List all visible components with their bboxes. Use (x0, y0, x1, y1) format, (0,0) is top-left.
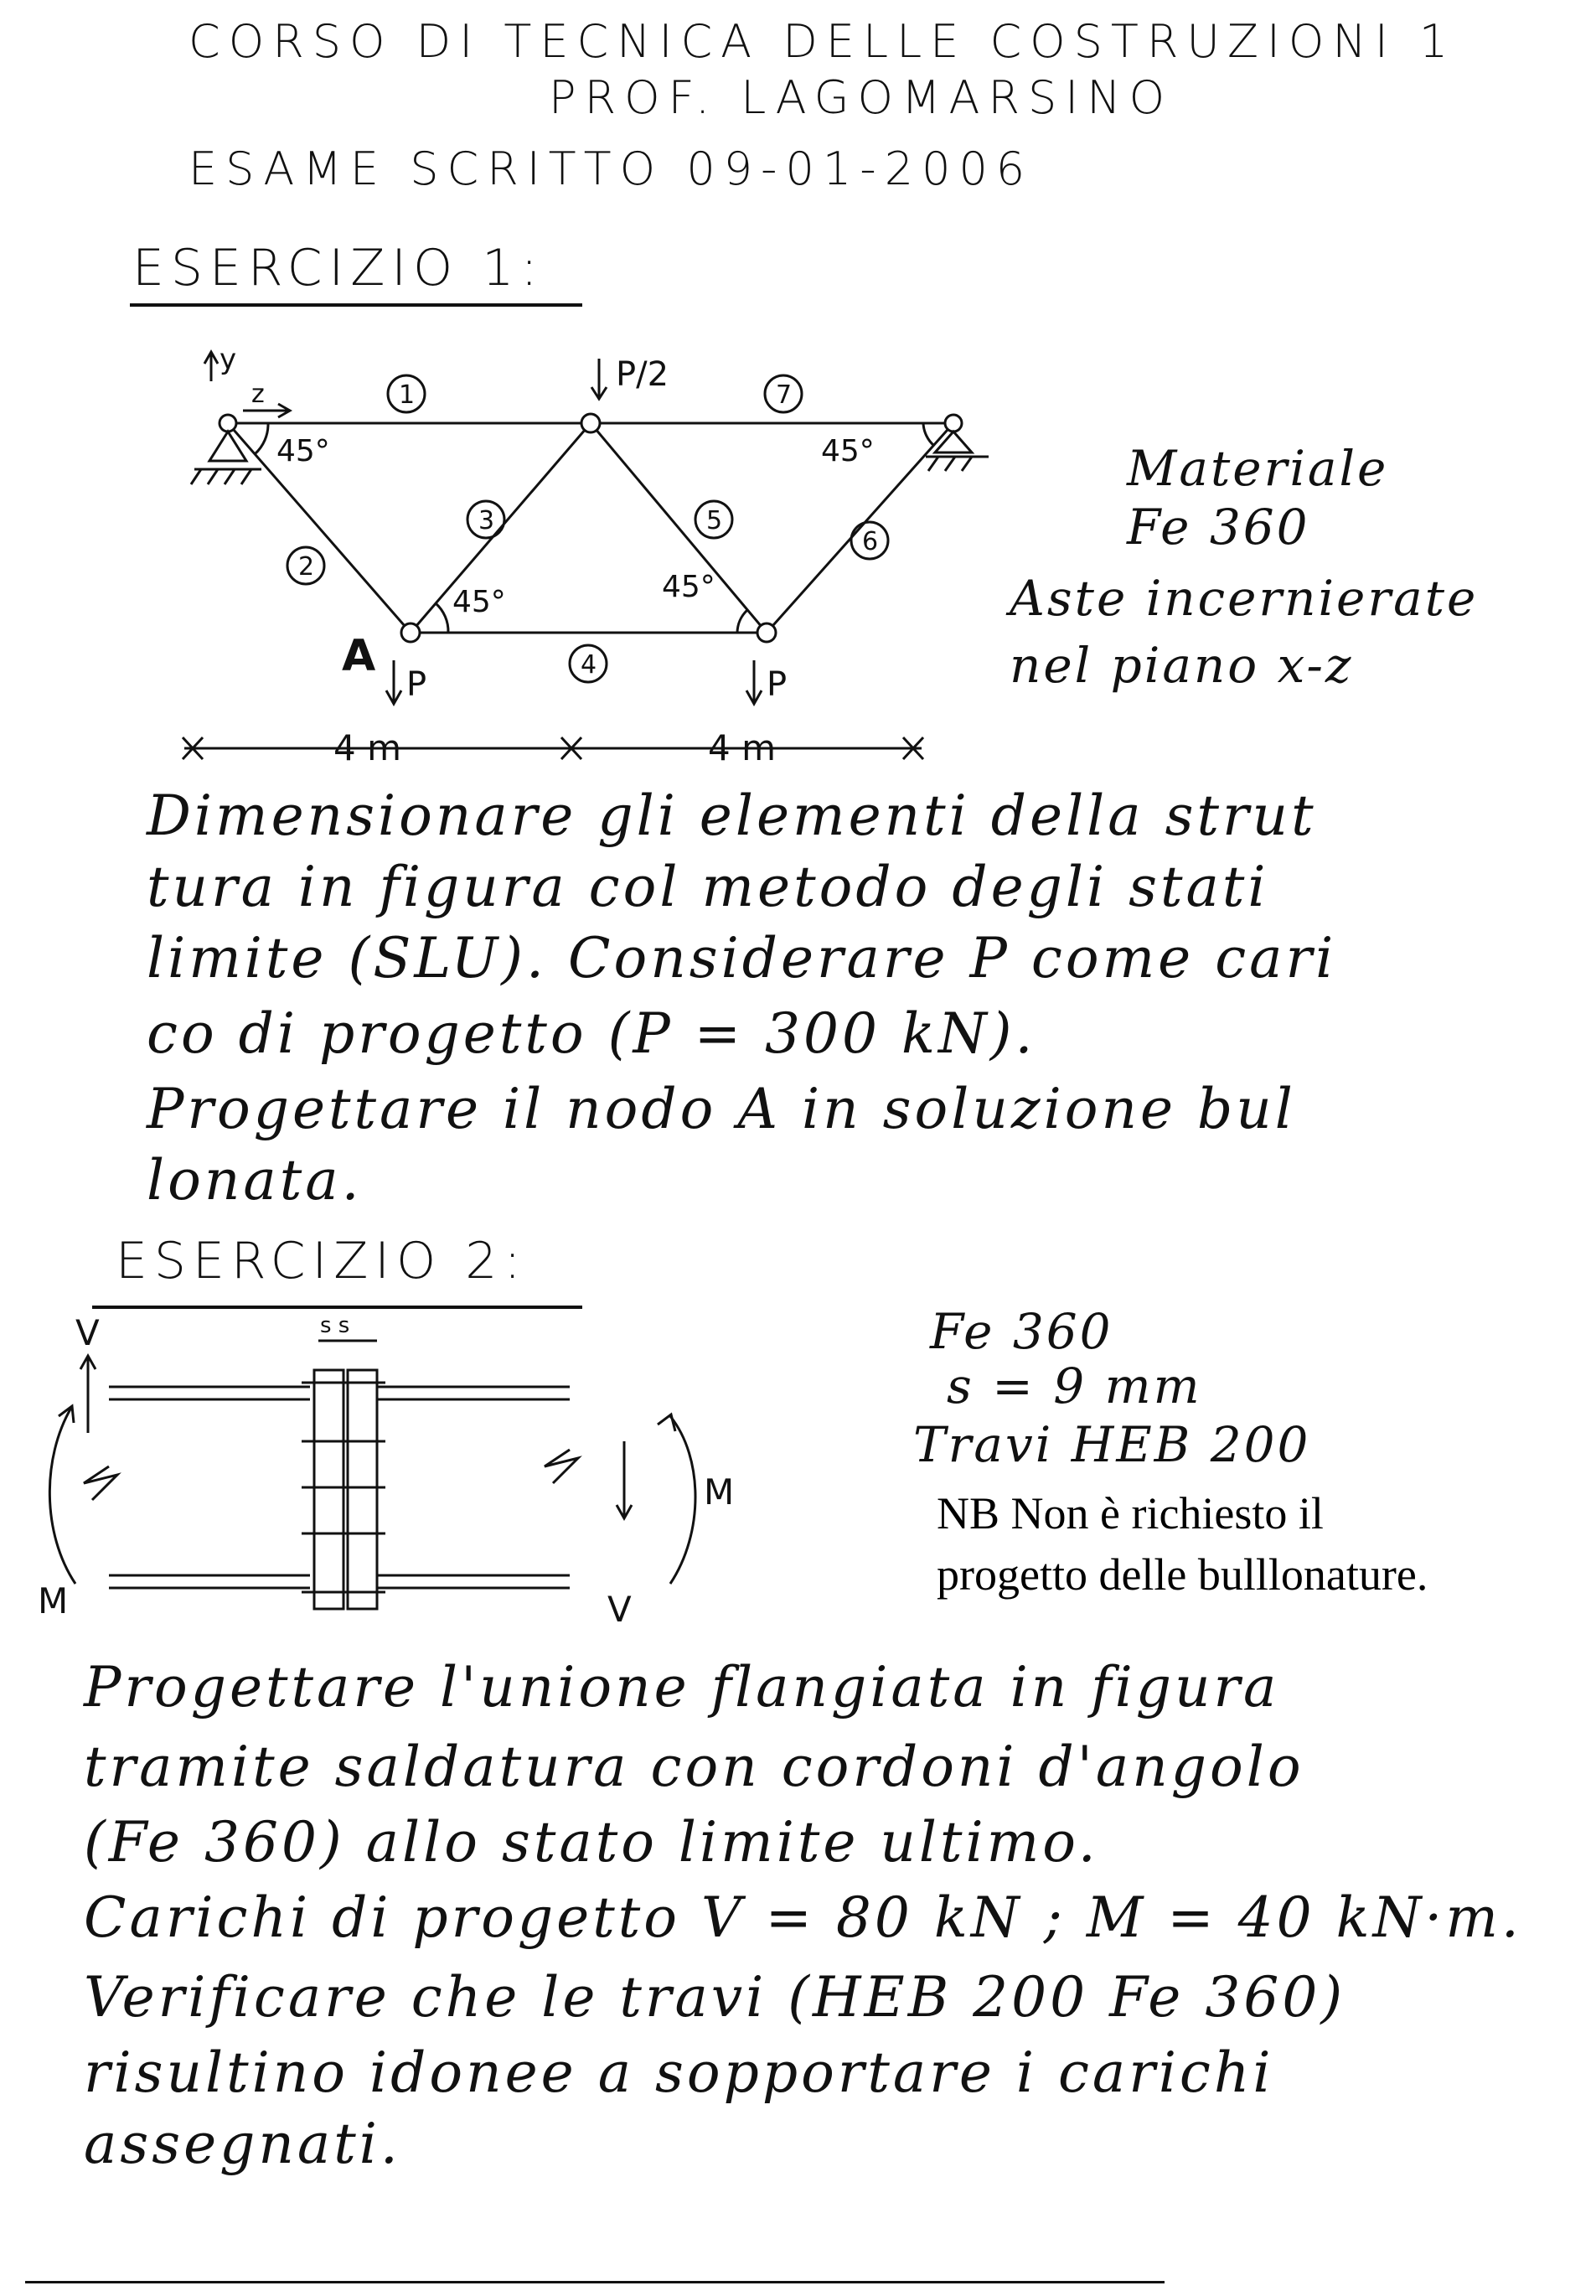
exercise1-text-line-3: limite (SLU). Considerare P come cari (147, 926, 1337, 990)
course-title: CORSO DI TECNICA DELLE COSTRUZIONI 1 (189, 15, 1457, 68)
exercise2-text-line-3: (Fe 360) allo stato limite ultimo. (84, 1810, 1099, 1875)
member-2-label: 2 (298, 552, 315, 582)
spec-line-1: Fe 360 (930, 1303, 1113, 1360)
m-left-label: M (38, 1580, 69, 1621)
load-right-label: P (767, 665, 788, 704)
material-line-2: Fe 360 (1127, 499, 1310, 556)
dimension-left-label: 4 m (333, 727, 401, 768)
exercise2-text-line-6: risultino idonee a sopportare i carichi (84, 2040, 1274, 2105)
exam-date: ESAME SCRITTO 09-01-2006 (189, 142, 1034, 195)
spec-line-2: s = 9 mm (947, 1357, 1202, 1414)
exercise2-heading: ESERCIZIO 2: (116, 1232, 528, 1290)
exercise1-text-line-4: co di progetto (P = 300 kN). (147, 1001, 1036, 1066)
exercise2-text-line-5: Verificare che le travi (HEB 200 Fe 360) (84, 1965, 1346, 2030)
material-line-4: nel piano x-z (1010, 637, 1354, 694)
flange-joint-figure (25, 1307, 779, 1642)
professor-name: PROF. LAGOMARSINO (549, 71, 1174, 124)
member-7-label: 7 (776, 380, 793, 410)
member-1-label: 1 (399, 380, 416, 410)
material-line-1: Materiale (1127, 440, 1389, 497)
exercise1-text-line-5: Progettare il nodo A in soluzione bul (147, 1077, 1296, 1141)
load-left-label: P (406, 665, 427, 704)
exercise2-text-line-1: Progettare l'unione flangiata in figura (84, 1655, 1280, 1719)
member-6-label: 6 (862, 527, 879, 556)
exercise1-heading: ESERCIZIO 1: (132, 239, 545, 297)
note-line-2: progetto delle bulllonature. (937, 1549, 1428, 1600)
s-label: s s (320, 1313, 350, 1338)
exercise1-text-line-6: lonata. (147, 1148, 363, 1213)
angle-label-1: 45° (276, 434, 330, 468)
angle-label-3: 45° (662, 570, 715, 604)
exercise2-text-line-2: tramite saldatura con cordoni d'angolo (84, 1735, 1304, 1799)
v-top-label: V (75, 1312, 100, 1353)
exercise2-text-line-7: assegnati. (84, 2112, 401, 2176)
material-line-3: Aste incernierate (1010, 570, 1479, 627)
exercise1-text-line-1: Dimensionare gli elementi della strut (147, 783, 1317, 848)
exercise1-underline (130, 303, 582, 307)
note-line-1: NB Non è richiesto il (937, 1488, 1324, 1538)
truss-figure (151, 344, 1005, 779)
v-bottom-label: V (607, 1589, 632, 1630)
member-4-label: 4 (581, 650, 597, 680)
exercise1-text-line-2: tura in figura col metodo degli stati (147, 855, 1269, 919)
load-top-label: P/2 (616, 355, 669, 394)
bottom-rule (25, 2281, 1165, 2283)
angle-label-2: 45° (452, 585, 506, 619)
m-right-label: M (704, 1471, 735, 1513)
node-a-label: A (342, 631, 376, 681)
member-3-label: 3 (478, 506, 495, 535)
member-5-label: 5 (706, 506, 723, 535)
axis-z-label: z (251, 380, 265, 409)
exercise2-text-line-4: Carichi di progetto V = 80 kN ; M = 40 kN·m. (84, 1885, 1522, 1950)
angle-label-4: 45° (821, 434, 875, 468)
dimension-right-label: 4 m (708, 727, 776, 768)
axis-y-label: y (220, 344, 237, 376)
spec-line-3: Travi HEB 200 (913, 1416, 1311, 1473)
